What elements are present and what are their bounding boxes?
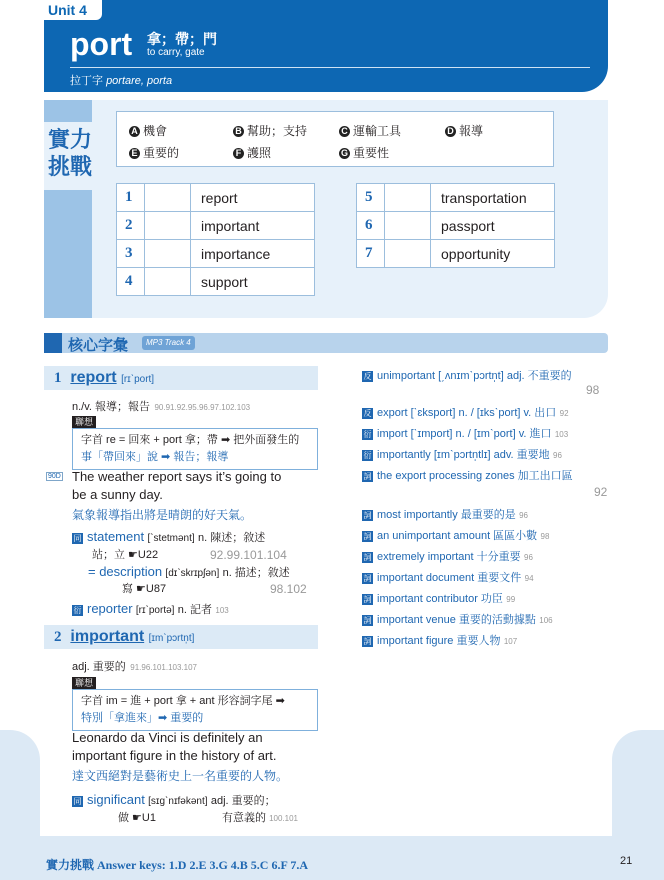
related-item: 詞 most importantly 最重要的是 96: [363, 509, 528, 521]
section-title: 核心字彙: [68, 337, 129, 354]
exercise-title: 實力挑戰: [47, 127, 92, 179]
choice-box: [116, 111, 554, 167]
related-item: 詞 important document 重要文件 94: [363, 572, 534, 584]
answer-blank[interactable]: [145, 268, 191, 296]
root-english: to carry, gate: [147, 47, 205, 58]
example-sentence: Leonardo da Vinci is definitely an important figure in the history of art.: [72, 730, 277, 763]
related-item: 衍 import [ˋɪmport] n. / [ɪmˋport] v. 進口 103: [363, 428, 569, 440]
entry-header: 1 report [rɪˋport]: [54, 369, 155, 386]
table-row: 3 importance: [117, 240, 315, 268]
antonym-icon: 反: [363, 372, 372, 381]
choice-item: C 運輸工具: [339, 122, 401, 139]
latin-origin: 拉丁字 portare, porta: [70, 75, 173, 87]
example-translation: 氣象報導指出將是晴朗的好天氣。: [72, 508, 253, 522]
example-sentence: The weather report says it’s going to be a sunny day.: [72, 469, 282, 502]
panel-accent-bottom: [44, 190, 92, 318]
related-item: 反 export [ˋɛksport] n. / [ɪksˋport] v. 出口 92: [363, 407, 569, 419]
synonym-row: 同 significant [sɪgˋnɪfəkənt] adj. 重要的；: [73, 792, 276, 807]
phrase-icon: 詞: [363, 616, 372, 625]
table-row: 5 transportation: [357, 184, 555, 212]
choice-item: B 幫助；支持: [233, 122, 307, 139]
phrase-icon: 詞: [363, 595, 372, 604]
phrase-icon: 詞: [363, 637, 372, 646]
footer-decoration-left: [0, 730, 40, 840]
answer-blank[interactable]: [145, 184, 191, 212]
entry-header: 2 important [ɪmˋpɔrtn̩t]: [54, 628, 195, 645]
synonym-row: = description [dɪˋskrɪpʃən] n. 描述；敘述: [88, 564, 290, 579]
answer-table-left: [116, 183, 315, 296]
related-item: 詞 the export processing zones 加工出口區: [363, 470, 573, 482]
answer-blank[interactable]: [385, 240, 431, 268]
panel-accent-top: [44, 100, 92, 122]
section-accent: [44, 333, 62, 353]
phrase-icon: 詞: [363, 574, 372, 583]
derivative-icon: 衍: [363, 430, 372, 439]
choice-item: E 重要的: [129, 144, 179, 161]
association-box: 字首 re = 回來 + port 拿；帶 ➡ 把外面發生的 事「帶回來」說 ➡ 報告；報導: [72, 428, 318, 470]
entry-pos: n./v. 報導；報告 90.91.92.95.96.97.102.103: [72, 401, 251, 413]
association-tag: 聯想: [72, 416, 96, 428]
answer-blank[interactable]: [385, 212, 431, 240]
unit-label: Unit 4: [44, 0, 102, 20]
table-row: 7 opportunity: [357, 240, 555, 268]
related-item: 詞 important contributor 功臣 99: [363, 593, 516, 605]
table-row: 1 report: [117, 184, 315, 212]
choice-item: G 重要性: [340, 146, 390, 160]
derivative-icon: 衍: [73, 606, 82, 615]
root-word: port: [70, 26, 133, 62]
answer-blank[interactable]: [145, 212, 191, 240]
mp3-track-badge[interactable]: MP3 Track 4: [142, 336, 195, 350]
answer-table-right: [356, 183, 555, 268]
phrase-icon: 詞: [363, 553, 372, 562]
related-refs: 92: [594, 485, 608, 499]
phrase-icon: 詞: [363, 472, 372, 481]
synonym-row: 同 statement [ˋstetmənt] n. 陳述；敘述: [73, 529, 266, 544]
related-refs: 98: [586, 383, 600, 397]
related-item: 詞 important venue 重要的活動據點 106: [363, 614, 553, 626]
entry-pos: adj. 重要的 91.96.101.103.107: [72, 661, 197, 673]
association-tag: 聯想: [72, 677, 96, 689]
table-row: 4 support: [117, 268, 315, 296]
synonym-refs: 92.99.101.104: [210, 548, 287, 562]
synonym-icon: 同: [73, 797, 82, 806]
example-translation: 達文西絕對是藝術史上一名重要的人物。: [72, 769, 289, 783]
table-row: 6 passport: [357, 212, 555, 240]
antonym-icon: 反: [363, 409, 372, 418]
derivative-row: 衍 reporter [rɪˋportə] n. 記者 103: [73, 601, 229, 616]
exam-tag: 90D: [48, 473, 61, 480]
table-row: 2 important: [117, 212, 315, 240]
banner-divider: [70, 67, 590, 68]
answer-blank[interactable]: [385, 184, 431, 212]
synonym-note: 有意義的 100.101: [222, 812, 298, 824]
answer-keys: 實力挑戰 Answer keys: 1.D 2.E 3.G 4.B 5.C 6.F 7.A: [46, 858, 309, 872]
root-meaning: 拿；帶；門: [147, 31, 217, 47]
section-header: [44, 333, 608, 353]
answer-blank[interactable]: [145, 240, 191, 268]
related-item: 衍 importantly [ɪmˋpɔrtn̩tlɪ] adv. 重要地 96: [363, 449, 562, 461]
synonym-refs: 98.102: [270, 582, 307, 596]
phrase-icon: 詞: [363, 532, 372, 541]
choice-item: F 護照: [233, 144, 271, 161]
association-box: 字首 im = 進 + port 拿 + ant 形容詞字尾 ➡ 特別「拿進來」➡ 重要的: [72, 689, 318, 731]
related-item: 詞 important figure 重要人物 107: [363, 635, 518, 647]
page-number: 21: [620, 855, 633, 867]
synonym-icon: 同: [73, 534, 82, 543]
phrase-icon: 詞: [363, 511, 372, 520]
synonym-note: 做 ☛U1: [118, 812, 156, 824]
footer-decoration-right: [612, 730, 664, 840]
choice-item: A 機會: [129, 122, 167, 139]
related-item: 詞 extremely important 十分重要 96: [363, 551, 533, 563]
related-item: 詞 an unimportant amount 區區小數 98: [363, 530, 550, 542]
synonym-note: 寫 ☛U87: [122, 583, 167, 595]
related-item: 反 unimportant [͵ʌnɪmˋpɔrtn̩t] adj. 不重要的: [363, 370, 572, 382]
derivative-icon: 衍: [363, 451, 372, 460]
synonym-note: 站；立 ☛U22: [92, 549, 159, 561]
choice-item: D 報導: [445, 122, 483, 139]
